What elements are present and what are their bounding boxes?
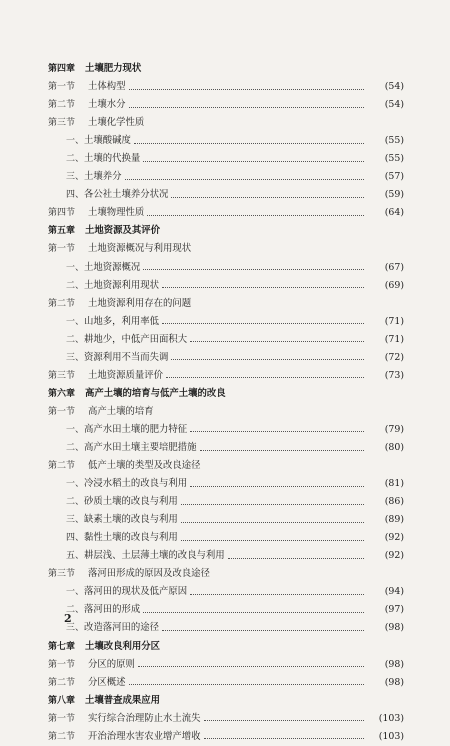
toc-entry-label: 第八章 xyxy=(48,695,76,706)
toc-entry-title: 土壤水分 xyxy=(88,99,126,111)
toc-entry-item xyxy=(48,313,404,331)
toc-entry-item xyxy=(48,132,404,150)
toc-entry-label: 第五章 xyxy=(48,226,76,237)
toc-entry-label: 第二节 xyxy=(48,731,76,742)
toc-entry-title: 开治治理水害农业增产增收 xyxy=(88,730,201,742)
toc-entry-title: 土地资源概况与利用现状 xyxy=(88,243,192,255)
dot-leader xyxy=(143,161,364,162)
toc-entry-label: 第一节 xyxy=(48,82,76,93)
dot-leader xyxy=(125,179,364,180)
toc-entry-label: 三、 xyxy=(66,172,85,183)
dot-leader xyxy=(129,684,364,685)
toc-entry-item xyxy=(48,421,404,439)
toc-entry-item xyxy=(48,349,404,367)
toc-entry-title: 土地资源概况 xyxy=(84,261,141,273)
toc-entry-label: 一、 xyxy=(66,587,85,598)
toc-entry-page: (73) xyxy=(384,369,404,381)
toc-entry-label: 第一节 xyxy=(48,713,76,724)
dot-leader xyxy=(147,215,364,216)
toc-entry-title: 低产土壤的类型及改良途径 xyxy=(88,460,201,472)
toc-entry-section xyxy=(48,367,404,385)
toc-entry-label: 二、 xyxy=(66,334,85,345)
toc-entry-label: 四、 xyxy=(66,533,85,544)
toc-entry-title: 土壤的代换量 xyxy=(84,153,141,165)
toc-entry-label: 五、 xyxy=(66,551,85,562)
toc-entry-label: 三、 xyxy=(66,623,85,634)
toc-entry-item xyxy=(48,277,404,295)
toc-entry-item xyxy=(48,583,404,601)
dot-leader xyxy=(129,107,364,108)
toc-entry-section xyxy=(48,403,404,421)
toc-entry-page: (103) xyxy=(378,712,404,724)
toc-entry-title: 高产水田土壤主要培肥措施 xyxy=(84,441,197,453)
table-of-contents xyxy=(48,60,404,746)
toc-entry-page: (59) xyxy=(384,189,404,201)
dot-leader xyxy=(129,89,364,90)
dot-leader xyxy=(200,450,364,451)
toc-entry-item xyxy=(48,511,404,529)
toc-entry-title: 山地多，利用率低 xyxy=(84,315,160,327)
toc-entry-item xyxy=(48,259,404,277)
toc-entry-title: 砂质土壤的改良与利用 xyxy=(84,496,178,508)
toc-entry-title: 资源利用不当而失调 xyxy=(84,351,169,363)
toc-entry-label: 第三节 xyxy=(48,569,76,580)
toc-entry-section xyxy=(48,114,404,132)
toc-entry-label: 一、 xyxy=(66,424,85,435)
toc-entry-section xyxy=(48,204,404,222)
toc-entry-title: 土体构型 xyxy=(88,81,126,93)
toc-entry-page: (54) xyxy=(384,99,404,111)
toc-entry-item xyxy=(48,168,404,186)
toc-entry-page: (79) xyxy=(384,423,404,435)
toc-entry-label: 第一节 xyxy=(48,406,76,417)
toc-entry-title: 冷浸水稻土的改良与利用 xyxy=(84,478,188,490)
toc-entry-label: 一、 xyxy=(66,136,85,147)
toc-entry-item xyxy=(48,547,404,565)
toc-entry-label: 一、 xyxy=(66,479,85,490)
toc-entry-title: 土地资源利用存在的问题 xyxy=(88,297,192,309)
toc-entry-item xyxy=(48,493,404,511)
dot-leader xyxy=(190,486,364,487)
toc-entry-section xyxy=(48,457,404,475)
toc-entry-title: 土地资源质量评价 xyxy=(88,369,164,381)
dot-leader xyxy=(162,287,364,288)
toc-entry-label: 二、 xyxy=(66,497,85,508)
toc-entry-label: 第二节 xyxy=(48,461,76,472)
toc-entry-title: 缺素土壤的改良与利用 xyxy=(84,514,178,526)
toc-entry-page: (94) xyxy=(384,586,404,598)
toc-entry-section xyxy=(48,728,404,746)
toc-entry-section xyxy=(48,674,404,692)
toc-entry-title: 分区概述 xyxy=(88,676,126,688)
toc-entry-title: 土壤养分 xyxy=(84,171,122,183)
toc-entry-label: 三、 xyxy=(66,352,85,363)
toc-entry-label: 第一节 xyxy=(48,244,76,255)
dot-leader xyxy=(190,341,364,342)
toc-entry-section xyxy=(48,295,404,313)
toc-entry-page: (92) xyxy=(384,532,404,544)
toc-entry-page: (98) xyxy=(384,622,404,634)
toc-entry-title: 实行综合治理防止水土流失 xyxy=(88,712,201,724)
toc-entry-title: 耕层浅、土层薄土壤的改良与利用 xyxy=(84,550,225,562)
toc-entry-page: (89) xyxy=(384,514,404,526)
toc-entry-item xyxy=(48,529,404,547)
toc-entry-item xyxy=(48,186,404,204)
toc-entry-page: (57) xyxy=(384,171,404,183)
toc-entry-page: (98) xyxy=(384,658,404,670)
dot-leader xyxy=(181,540,364,541)
toc-entry-label: 第四节 xyxy=(48,208,76,219)
toc-entry-label: 第四章 xyxy=(48,64,76,74)
toc-entry-page: (81) xyxy=(384,478,404,490)
toc-entry-section xyxy=(48,78,404,96)
toc-entry-title: 耕地少，中低产田面积大 xyxy=(84,333,188,345)
dot-leader xyxy=(138,666,364,667)
toc-entry-label: 第六章 xyxy=(48,388,76,399)
dot-leader xyxy=(204,720,364,721)
toc-entry-section xyxy=(48,656,404,674)
dot-leader xyxy=(171,359,364,360)
toc-entry-title: 分区的原则 xyxy=(88,658,135,670)
toc-entry-label: 四、 xyxy=(66,190,85,201)
toc-entry-section xyxy=(48,96,404,114)
toc-entry-item xyxy=(48,150,404,168)
toc-entry-page: (71) xyxy=(384,315,404,327)
dot-leader xyxy=(143,269,364,270)
toc-entry-page: (54) xyxy=(384,81,404,93)
toc-entry-label: 一、 xyxy=(66,316,85,327)
toc-entry-item xyxy=(48,331,404,349)
toc-entry-page: (103) xyxy=(378,730,404,742)
toc-entry-chapter xyxy=(48,222,404,240)
toc-entry-page: (92) xyxy=(384,550,404,562)
toc-entry-label: 第七章 xyxy=(48,641,76,652)
toc-entry-item xyxy=(48,475,404,493)
toc-entry-page: (55) xyxy=(384,135,404,147)
dot-leader xyxy=(204,738,364,739)
toc-entry-chapter xyxy=(48,638,404,656)
toc-entry-chapter xyxy=(48,60,404,78)
dot-leader xyxy=(134,143,364,144)
toc-entry-title: 落河田形成的原因及改良途径 xyxy=(88,568,210,580)
toc-entry-page: (55) xyxy=(384,153,404,165)
dot-leader xyxy=(181,522,364,523)
dot-leader xyxy=(143,612,364,613)
toc-entry-title: 落河田的现状及低产原因 xyxy=(84,586,188,598)
toc-entry-label: 二、 xyxy=(66,442,85,453)
toc-entry-page: (64) xyxy=(384,207,404,219)
toc-entry-item xyxy=(48,619,404,637)
dot-leader xyxy=(190,431,364,432)
toc-entry-page: (86) xyxy=(384,496,404,508)
toc-entry-chapter xyxy=(48,692,404,710)
toc-entry-item xyxy=(48,601,404,619)
toc-entry-section xyxy=(48,240,404,258)
toc-entry-page: (97) xyxy=(384,604,404,616)
toc-entry-title: 高产土壤的培育与低产土壤的改良 xyxy=(85,387,226,399)
toc-entry-title: 土地资源利用现状 xyxy=(84,279,160,291)
toc-entry-label: 二、 xyxy=(66,154,85,165)
page-number: 2 xyxy=(64,612,72,625)
toc-entry-title: 土壤肥力现状 xyxy=(85,63,142,74)
toc-entry-page: (69) xyxy=(384,279,404,291)
dot-leader xyxy=(162,323,364,324)
toc-entry-page: (67) xyxy=(384,261,404,273)
toc-entry-label: 第二节 xyxy=(48,100,76,111)
toc-entry-label: 二、 xyxy=(66,280,85,291)
dot-leader xyxy=(162,630,364,631)
toc-entry-page: (71) xyxy=(384,333,404,345)
toc-entry-label: 第一节 xyxy=(48,659,76,670)
dot-leader xyxy=(228,558,364,559)
dot-leader xyxy=(166,377,364,378)
toc-entry-title: 土壤化学性质 xyxy=(88,117,145,129)
toc-entry-label: 二、 xyxy=(66,605,85,616)
toc-entry-title: 黏性土壤的改良与利用 xyxy=(84,532,178,544)
toc-entry-title: 土壤酸碱度 xyxy=(84,135,131,147)
toc-entry-page: (80) xyxy=(384,441,404,453)
toc-entry-title: 土壤物理性质 xyxy=(88,207,145,219)
toc-entry-page: (98) xyxy=(384,676,404,688)
toc-entry-label: 第二节 xyxy=(48,298,76,309)
toc-entry-title: 落河田的形成 xyxy=(84,604,141,616)
toc-entry-title: 土壤普查成果应用 xyxy=(85,694,161,706)
toc-entry-title: 各公社土壤养分状况 xyxy=(84,189,169,201)
dot-leader xyxy=(171,197,364,198)
toc-entry-section xyxy=(48,710,404,728)
toc-entry-item xyxy=(48,439,404,457)
toc-entry-label: 一、 xyxy=(66,262,85,273)
toc-entry-label: 第三节 xyxy=(48,118,76,129)
toc-entry-label: 三、 xyxy=(66,515,85,526)
toc-entry-label: 第二节 xyxy=(48,677,76,688)
toc-entry-title: 高产土壤的培育 xyxy=(88,405,154,417)
toc-entry-section xyxy=(48,565,404,583)
toc-entry-page: (72) xyxy=(384,351,404,363)
toc-entry-label: 第三节 xyxy=(48,370,76,381)
toc-entry-title: 土壤改良利用分区 xyxy=(85,640,161,652)
toc-entry-title: 土地资源及其评价 xyxy=(85,225,161,237)
toc-entry-title: 高产水田土壤的肥力特征 xyxy=(84,423,188,435)
dot-leader xyxy=(190,594,364,595)
toc-entry-chapter xyxy=(48,385,404,403)
dot-leader xyxy=(181,504,364,505)
toc-entry-title: 改造落河田的途径 xyxy=(84,622,160,634)
